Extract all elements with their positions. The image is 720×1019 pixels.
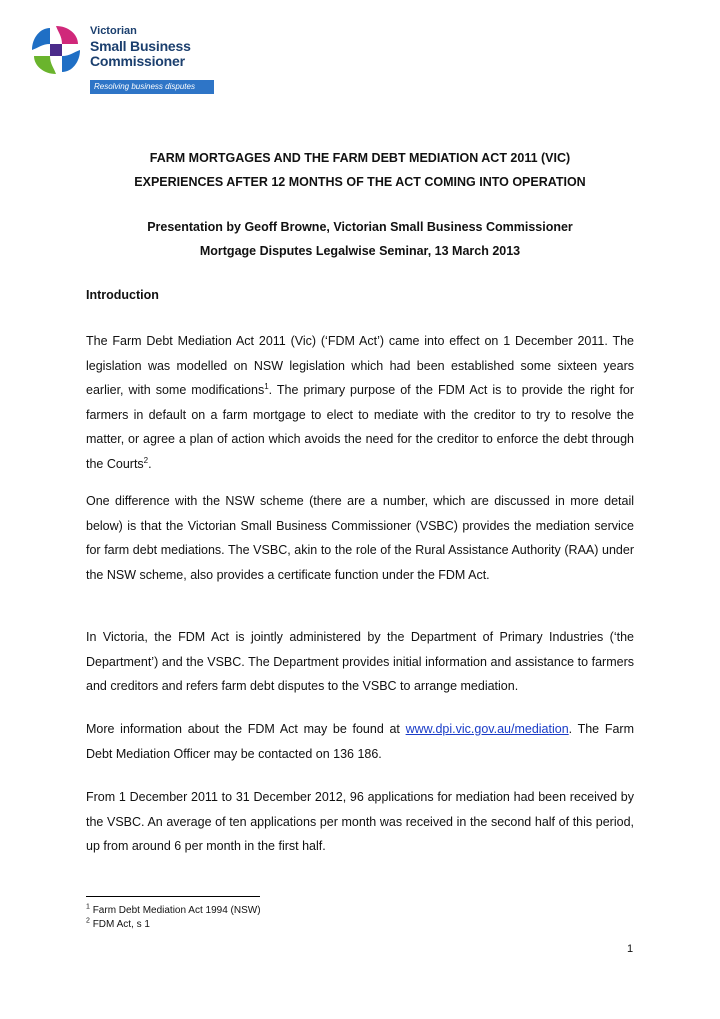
paragraph-3: In Victoria, the FDM Act is jointly administered by the Department of Primary Industries (‘the Department’) and the VSBC. The Department provides initial information and assistance to farmers and creditors and refers farm debt disputes to the VSBC to arrange mediation. (86, 630, 634, 693)
footnote-1 (86, 904, 261, 917)
paragraph-4-part-a: More information about the FDM Act may be found at (86, 722, 406, 736)
vsbc-logo (28, 20, 198, 100)
logo-mark-icon (28, 22, 84, 78)
footnote-separator (86, 896, 260, 897)
title-line-1: FARM MORTGAGES AND THE FARM DEBT MEDIATION ACT 2011 (VIC) (149, 151, 571, 165)
paragraph-5: From 1 December 2011 to 31 December 2012, 96 applications for mediation had been received by the VSBC. An average of ten applications per month was received in the second half of this period, up from around 6 per month in the first half. (86, 790, 634, 853)
logo-tagline: Resolving business disputes (90, 80, 214, 94)
seminar-line: Mortgage Disputes Legalwise Seminar, 13 March 2013 (199, 244, 521, 258)
footnote-1-number: 1 (86, 903, 90, 911)
presenter-line: Presentation by Geoff Browne, Victorian Small Business Commissioner (147, 220, 573, 234)
footnote-ref-2[interactable]: 2 (143, 455, 149, 465)
paragraph-4-part-b: . The Farm Debt Mediation Officer may be contacted on 136 186. (86, 722, 634, 761)
logo-line-1: Victorian (90, 25, 137, 37)
dpi-mediation-link[interactable]: www.dpi.vic.gov.au/mediation (405, 722, 569, 736)
footnote-2-number: 2 (86, 917, 90, 925)
paragraph-1-part-b: . The primary purpose of the FDM Act is to provide the right for farmers in default on a farm mortgage to elect to mediate with the creditor to try to resolve the matter, or agree a plan of action which avoids the need for the creditor to enforce the debt through the Courts (86, 383, 634, 471)
title-line-2: EXPERIENCES AFTER 12 MONTHS OF THE ACT COMING INTO OPERATION (134, 175, 586, 189)
paragraph-4 (86, 717, 634, 766)
paragraph-2: One difference with the NSW scheme (there are a number, which are discussed in more detail below) is that the Victorian Small Business Commissioner (VSBC) provides the mediation service for farm debt mediations. The VSBC, akin to the role of the Rural Assistance Authority (RAA) under the NSW scheme, also provides a certificate function under the FDM Act. (86, 494, 634, 582)
footnote-2-text: FDM Act, s 1 (92, 919, 150, 930)
page-number: 1 (627, 943, 634, 955)
paragraph-1-part-a: The Farm Debt Mediation Act 2011 (Vic) (‘FDM Act’) came into effect on 1 December 2011. The legislation was modelled on NSW legislation which had been established some sixteen years earlier, with some modifications (86, 334, 634, 397)
paragraph-1 (86, 329, 634, 476)
footnote-ref-1[interactable]: 1 (264, 381, 269, 391)
footnote-2 (86, 918, 150, 931)
paragraph-1-part-c: . (148, 456, 152, 471)
logo-line-2: Small Business (90, 38, 191, 54)
logo-line-3: Commissioner (90, 53, 185, 69)
footnote-1-text: Farm Debt Mediation Act 1994 (NSW) (92, 905, 261, 916)
section-heading: Introduction (86, 288, 159, 302)
